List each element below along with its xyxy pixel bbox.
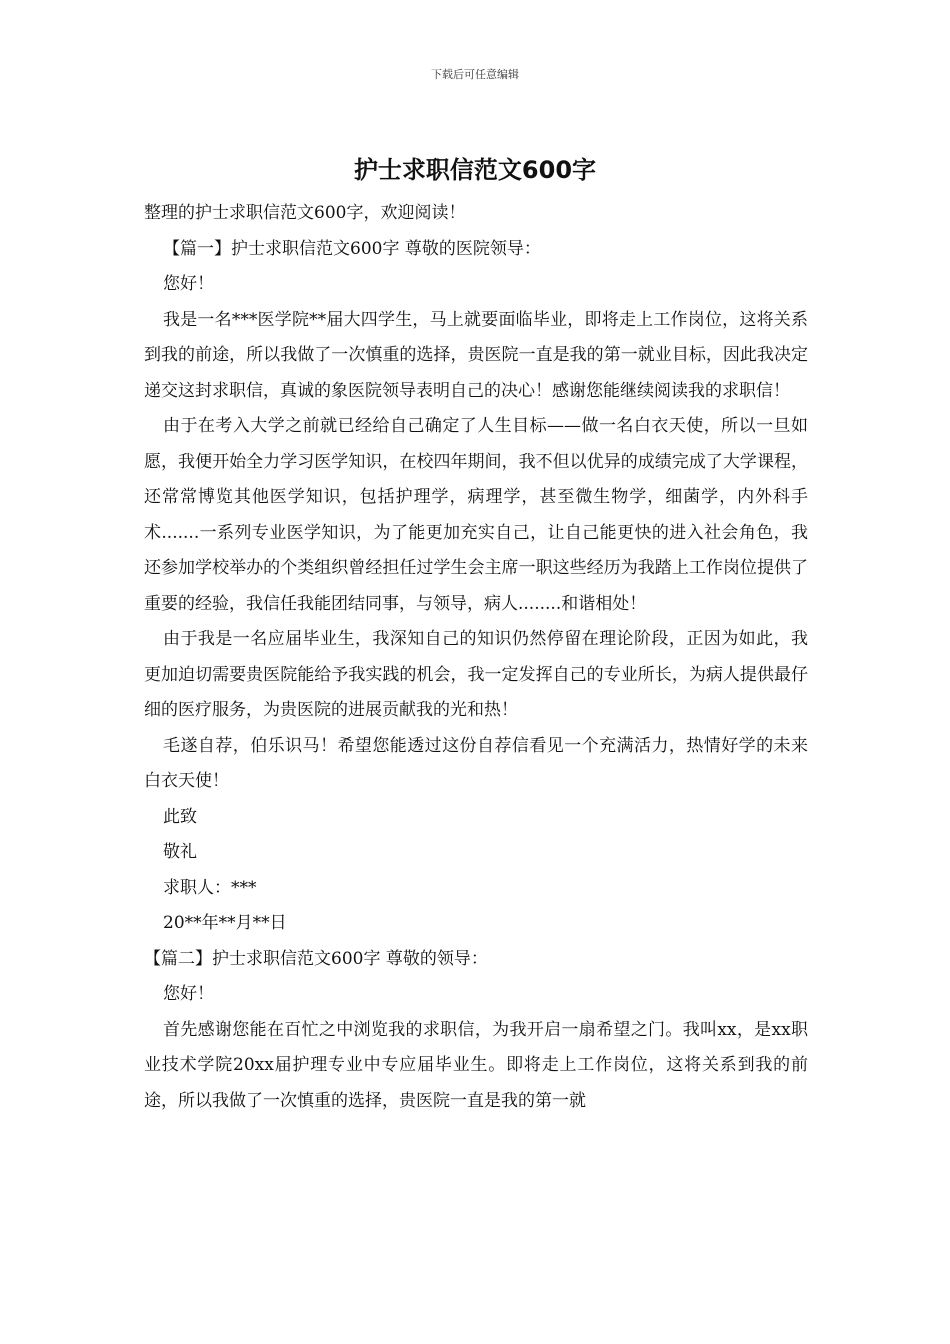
- greeting-paragraph: 您好！: [163, 984, 214, 1004]
- section-two-heading: 【篇二】护士求职信范文600字 尊敬的领导：: [144, 948, 488, 969]
- body-paragraph: 首先感谢您能在百忙之中浏览我的求职信，为我开启一扇希望之门。我叫xx，是xx职业技术学院20xx届护理专业中专应届毕业生。即将走上工作岗位，这将关系到我的前途，所以我做了一次慎重的选择，贵医院一直是我的第一就: [144, 1019, 808, 1111]
- closing-line: 此致: [163, 806, 197, 827]
- document-body: [144, 196, 808, 1119]
- body-paragraph: 由于在考入大学之前就已经给自己确定了人生目标——做一名白衣天使，所以一旦如愿，我便开始全力学习医学知识，在校四年期间，我不但以优异的成绩完成了大学课程，还常常博览其他医学知识，包括护理学，病理学，甚至微生物学，细菌学，内外科手术.......一系列专业医学知识，为了能更加充实自己，让自己能更快的进入社会角色，我还参加学校举办的个类组织曾经担任过学生会主席一职这些经历为我踏上工作岗位提供了重要的经验，我信任我能团结同事，与领导，病人........和谐相处！: [144, 416, 808, 614]
- intro-paragraph: 整理的护士求职信范文600字，欢迎阅读！: [144, 203, 466, 223]
- document-title: 护士求职信范文600字: [353, 156, 597, 184]
- date-line: 20**年**月**日: [163, 913, 287, 933]
- body-paragraph: 由于我是一名应届毕业生，我深知自己的知识仍然停留在理论阶段，正因为如此，我更加迫切需要贵医院能给予我实践的机会，我一定发挥自己的专业所长，为病人提供最仔细的医疗服务，为贵医院的进展贡献我的光和热！: [144, 629, 808, 720]
- body-paragraph: 我是一名***医学院**届大四学生，马上就要面临毕业，即将走上工作岗位，这将关系到我的前途，所以我做了一次慎重的选择，贵医院一直是我的第一就业目标，因此我决定递交这封求职信，真诚的象医院领导表明自己的决心！感谢您能继续阅读我的求职信！: [144, 309, 808, 401]
- page-header-note: 下载后可任意编辑: [431, 68, 519, 81]
- closing-line: 敬礼: [163, 842, 197, 862]
- signature-line: 求职人：***: [163, 877, 257, 898]
- section-one-heading: 【篇一】护士求职信范文600字 尊敬的医院领导：: [163, 238, 541, 259]
- greeting-paragraph: 您好！: [163, 274, 214, 294]
- body-paragraph: 毛遂自荐，伯乐识马！希望您能透过这份自荐信看见一个充满活力，热情好学的未来白衣天使！: [144, 735, 808, 791]
